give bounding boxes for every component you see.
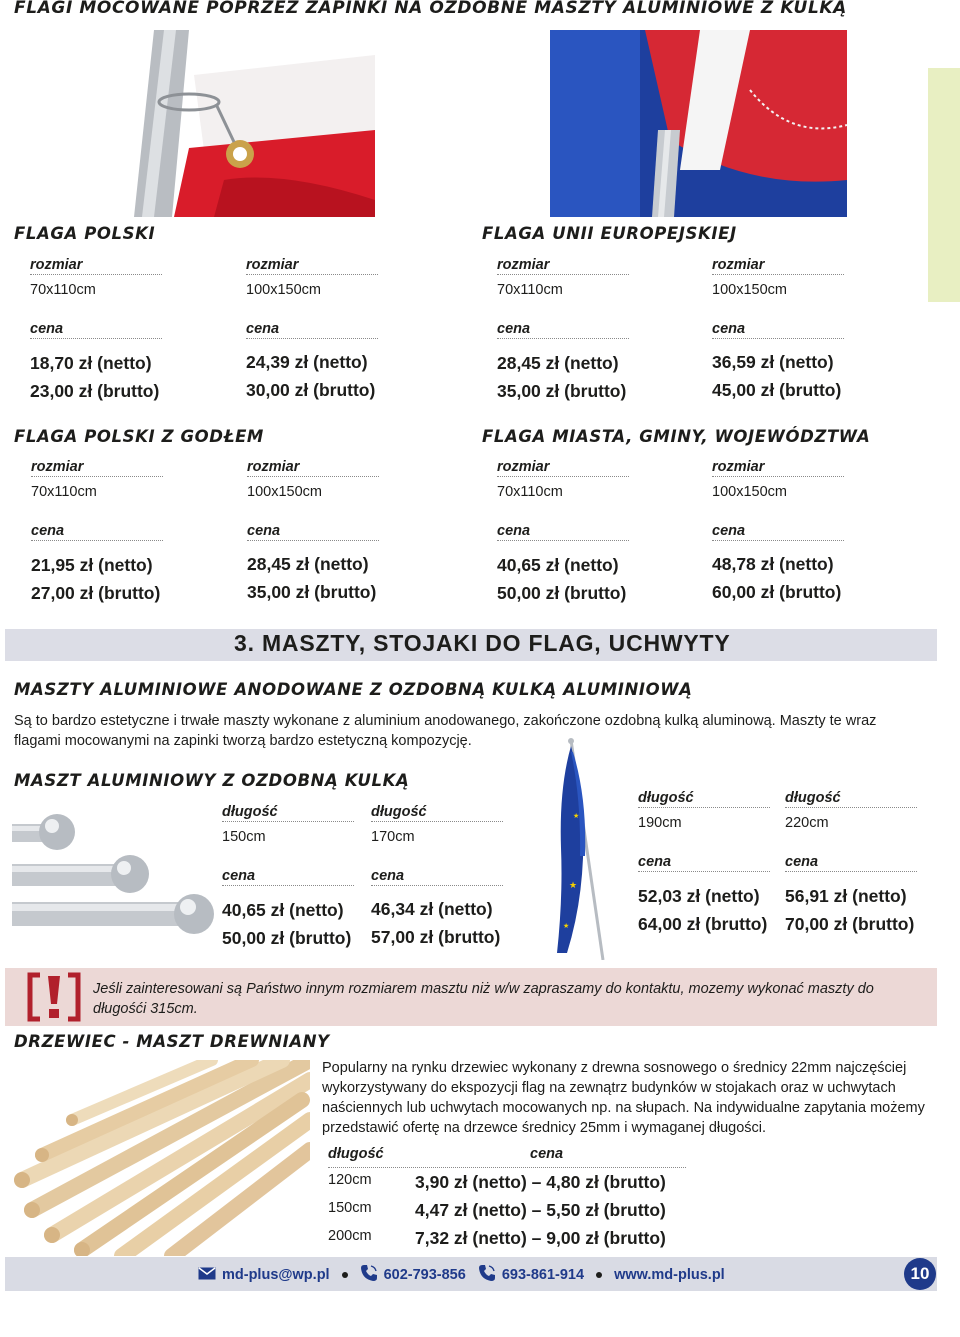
svg-text:★: ★ [569, 881, 578, 891]
size-value: 100x150cm [246, 282, 321, 298]
drzewiec-description: Popularny na rynku drzewiec wykonany z drewna sosnowego o średnicy 22mm najczęściej wykorzystywany do ekspozycji flag na zewnątrz budynków w stojakach oraz w uchwytach naściennych lub uchwytach mocowanych np. na słupach. Na indywidualne zapytania możemy przedstawić ofertę na drzewce średnicy 25mm i wymaganej długości. [322, 1060, 925, 1136]
price-label: cena [785, 854, 917, 872]
length-label: długość [371, 804, 503, 822]
price-netto: 56,91 zł (netto) [785, 886, 907, 906]
email-text: md-plus@wp.pl [222, 1267, 330, 1283]
svg-text:★: ★ [563, 922, 570, 930]
price-brutto: 23,00 zł (brutto) [30, 381, 160, 401]
size-label: rozmiar [31, 459, 163, 477]
svg-text:★: ★ [573, 812, 580, 820]
page-header-title: FLAGI MOCOWANE POPRZEZ ZAPINKI NA OZDOBNE MASZTY ALUMINIOWE Z KULKĄ [14, 0, 847, 18]
price-label: cena [638, 854, 770, 872]
table-row-length: 200cm [328, 1228, 372, 1244]
length-label: długość [222, 804, 354, 822]
price-label: cena [712, 321, 844, 339]
price-brutto: 64,00 zł (brutto) [638, 914, 768, 934]
size-value: 100x150cm [712, 282, 787, 298]
aluminium-poles-photo [12, 806, 217, 936]
price-netto: 48,78 zł (netto) [712, 554, 834, 574]
section-3-subtitle: MASZTY ALUMINIOWE ANODOWANE Z OZDOBNĄ KULKĄ ALUMINIOWĄ [14, 680, 693, 699]
price-label: cena [497, 523, 629, 541]
price-netto: 46,34 zł (netto) [371, 899, 493, 919]
price-brutto: 57,00 zł (brutto) [371, 927, 501, 947]
price-netto: 28,45 zł (netto) [497, 353, 619, 373]
price-netto: 52,03 zł (netto) [638, 886, 760, 906]
price-netto: 40,65 zł (netto) [497, 555, 619, 575]
footer-website-link[interactable] [614, 1267, 725, 1283]
price-label: cena [222, 868, 354, 886]
price-brutto: 50,00 zł (brutto) [222, 928, 352, 948]
flaga-polski-title: FLAGA POLSKI [14, 224, 156, 243]
price-netto: 24,39 zł (netto) [246, 352, 368, 372]
footer-email[interactable] [198, 1267, 330, 1284]
price-netto: 40,65 zł (netto) [222, 900, 344, 920]
website-text: www.md-plus.pl [614, 1267, 725, 1283]
price-brutto: 70,00 zł (brutto) [785, 914, 915, 934]
size-label: rozmiar [497, 257, 629, 275]
price-brutto: 35,00 zł (brutto) [497, 381, 627, 401]
length-value: 170cm [371, 829, 415, 845]
price-brutto: 27,00 zł (brutto) [31, 583, 161, 603]
price-brutto: 35,00 zł (brutto) [247, 582, 377, 602]
price-label: cena [497, 321, 629, 339]
table-row-price: 7,32 zł (netto) – 9,00 zł (brutto) [415, 1228, 666, 1248]
phone-icon [360, 1264, 378, 1286]
table-row-price: 3,90 zł (netto) – 4,80 zł (brutto) [415, 1172, 666, 1192]
drzewiec-title: DRZEWIEC - MASZT DREWNIANY [14, 1032, 330, 1051]
price-brutto: 60,00 zł (brutto) [712, 582, 842, 602]
size-value: 70x110cm [30, 282, 96, 298]
price-netto: 28,45 zł (netto) [247, 554, 369, 574]
length-value: 150cm [222, 829, 266, 845]
size-label: rozmiar [246, 257, 378, 275]
price-netto: 18,70 zł (netto) [30, 353, 152, 373]
size-label: rozmiar [712, 257, 844, 275]
bullet-separator [342, 1272, 348, 1278]
page-number: 10 [904, 1258, 936, 1290]
length-label: długość [328, 1146, 384, 1162]
size-value: 70x110cm [497, 282, 563, 298]
eu-flag-photo [550, 30, 847, 217]
size-value: 70x110cm [497, 484, 563, 500]
footer-contacts [198, 1264, 725, 1286]
drzewiec-table-header [328, 1146, 686, 1168]
notice-text: Jeśli zainteresowani są Państwo innym rozmiarem masztu niż w/w zapraszamy do kontaktu, mozemy wykonać maszty do długośći 315cm. [93, 981, 874, 1017]
size-label: rozmiar [247, 459, 379, 477]
section-3-description: Są to bardzo estetyczne i trwałe maszty wykonane z aluminium anodowanego, zakończone ozdobną kulką aluminową. Maszty te wraz flagami mocowanymi na zapinki tworzą bardzo estetyczną kompozycję. [14, 713, 877, 749]
price-label: cena [530, 1146, 564, 1162]
footer-phone-2[interactable] [478, 1264, 584, 1286]
price-brutto: 30,00 zł (brutto) [246, 380, 376, 400]
length-value: 220cm [785, 815, 829, 831]
flaga-ue-title: FLAGA UNII EUROPEJSKIEJ [482, 224, 737, 243]
phone-icon [478, 1264, 496, 1286]
size-value: 100x150cm [712, 484, 787, 500]
polish-flag-photo [134, 30, 375, 217]
price-label: cena [30, 321, 162, 339]
price-brutto: 45,00 zł (brutto) [712, 380, 842, 400]
flaga-miasta-title: FLAGA MIASTA, GMINY, WOJEWÓDZTWA [482, 427, 871, 446]
price-label: cena [246, 321, 378, 339]
warning-icon [26, 972, 82, 1022]
maszt-title: MASZT ALUMINIOWY Z OZDOBNĄ KULKĄ [14, 771, 410, 790]
flaga-godlo-title: FLAGA POLSKI Z GODŁEM [14, 427, 264, 446]
section-3-title: 3. MASZTY, STOJAKI DO FLAG, UCHWYTY [234, 630, 731, 656]
eu-flag-pole-photo [555, 738, 615, 960]
wooden-poles-photo [12, 1060, 310, 1256]
price-label: cena [371, 868, 503, 886]
side-tab [928, 68, 960, 302]
length-value: 190cm [638, 815, 682, 831]
table-row-length: 150cm [328, 1200, 372, 1216]
length-label: długość [638, 790, 770, 808]
phone-text: 693-861-914 [501, 1267, 585, 1283]
price-label: cena [31, 523, 163, 541]
price-netto: 36,59 zł (netto) [712, 352, 834, 372]
price-netto: 21,95 zł (netto) [31, 555, 153, 575]
bullet-separator [596, 1272, 602, 1278]
footer-phone-1[interactable] [360, 1264, 466, 1286]
table-row-price: 4,47 zł (netto) – 5,50 zł (brutto) [415, 1200, 666, 1220]
envelope-icon [198, 1267, 216, 1284]
size-value: 100x150cm [247, 484, 322, 500]
length-label: długość [785, 790, 917, 808]
size-label: rozmiar [30, 257, 162, 275]
table-row-length: 120cm [328, 1172, 372, 1188]
price-label: cena [712, 523, 844, 541]
size-value: 70x110cm [31, 484, 97, 500]
size-label: rozmiar [712, 459, 844, 477]
phone-text: 602-793-856 [383, 1267, 466, 1283]
price-label: cena [247, 523, 379, 541]
price-brutto: 50,00 zł (brutto) [497, 583, 627, 603]
size-label: rozmiar [497, 459, 629, 477]
